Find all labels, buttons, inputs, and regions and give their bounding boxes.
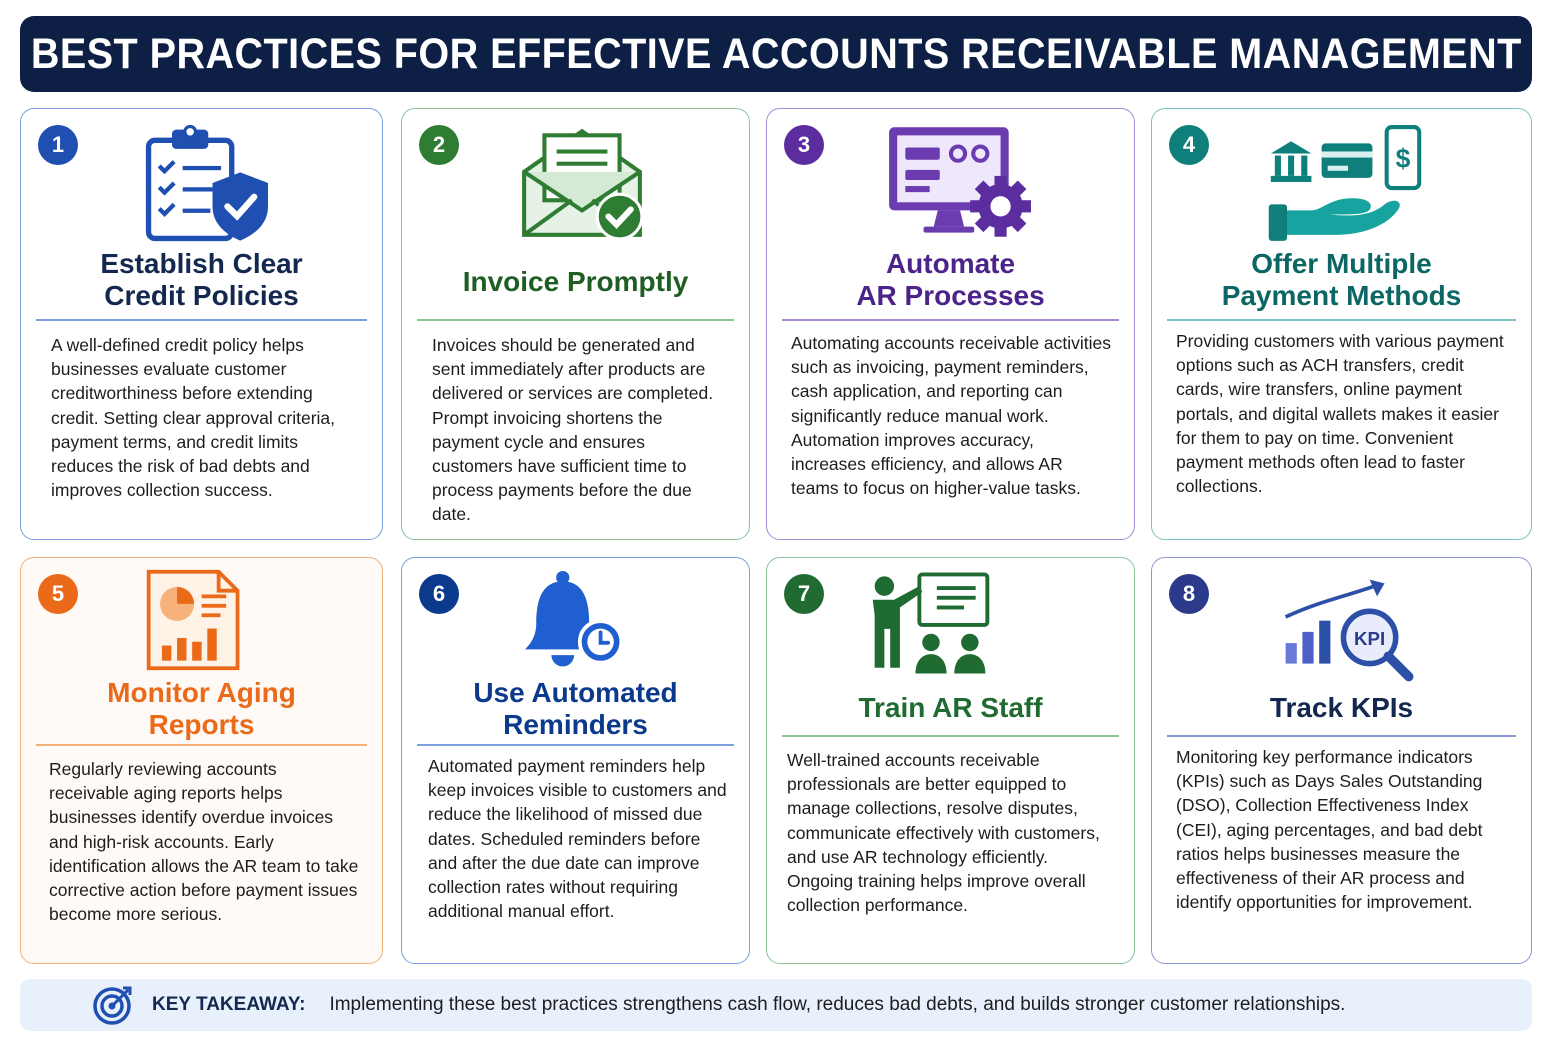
card-track-kpis — [1151, 557, 1532, 964]
report-chart-icon — [143, 568, 247, 672]
card-number-badge: 1 — [38, 125, 78, 165]
card-body: Automated payment reminders help keep invoices visible to customers and reduce the likelihood of missed due dates. Scheduled reminders before and after the due date can improve collection rates without requiring additional manual effort. — [428, 756, 727, 922]
card-divider — [36, 744, 367, 746]
key-takeaway-bar — [20, 979, 1532, 1031]
card-divider — [1167, 735, 1516, 737]
card-number-badge: 5 — [38, 574, 78, 614]
card-divider — [417, 319, 734, 321]
card-divider — [782, 735, 1119, 737]
card-train-staff — [766, 557, 1135, 964]
card-number-badge: 4 — [1169, 125, 1209, 165]
page-title: BEST PRACTICES FOR EFFECTIVE ACCOUNTS RECEIVABLE MANAGEMENT — [30, 29, 1522, 78]
card-number-badge: 8 — [1169, 574, 1209, 614]
card-title: Monitor Aging Reports — [107, 677, 296, 740]
card-divider — [1167, 319, 1516, 321]
card-number-badge: 6 — [419, 574, 459, 614]
card-automated-reminders — [401, 557, 750, 964]
card-number-badge: 7 — [784, 574, 824, 614]
card-credit-policies — [20, 108, 383, 540]
card-divider — [417, 744, 734, 746]
clipboard-shield-icon — [129, 119, 279, 247]
envelope-check-icon — [516, 121, 648, 243]
key-takeaway-text: Implementing these best practices strengthens cash flow, reduces bad debts, and builds stronger customer relationships. — [329, 994, 1346, 1015]
target-icon — [92, 984, 134, 1026]
payment-methods-icon — [1264, 123, 1428, 245]
kpi-text: KPI — [1354, 627, 1386, 649]
card-body: Automating accounts receivable activities such as invoicing, payment reminders, cash application, and reporting can significantly reduce manual work. Automation improves accuracy, increases efficiency, and allows AR teams to focus on higher-value tasks. — [791, 333, 1112, 499]
card-title: Establish Clear Credit Policies — [100, 248, 303, 311]
key-takeaway-label: KEY TAKEAWAY: — [152, 994, 306, 1015]
card-divider — [782, 319, 1119, 321]
card-title: Use Automated Reminders — [473, 677, 678, 740]
card-title: Train AR Staff — [858, 692, 1043, 723]
card-body: A well-defined credit policy helps businesses evaluate customer creditworthiness before extending credit. Setting clear approval criteria, payment terms, and credit limits reduces the risk of bad debts and improves collection success. — [51, 335, 336, 501]
card-automate-ar — [766, 108, 1135, 540]
card-title: Invoice Promptly — [462, 266, 689, 297]
card-body: Monitoring key performance indicators (KPIs) such as Days Sales Outstanding (DSO), Collection Effectiveness Index (CEI), aging percentages, and bad debt ratios helps businesses measure the effectiveness of their AR process and identify opportunities for improvement. — [1176, 747, 1483, 913]
header-banner — [20, 16, 1532, 92]
card-body: Invoices should be generated and sent immediately after products are delivered or services are completed. Prompt invoicing shortens the payment cycle and ensures customers have sufficient time to process payments before the due date. — [432, 335, 714, 525]
card-invoice-promptly — [401, 108, 750, 540]
card-payment-methods — [1151, 108, 1532, 540]
kpi-magnifier-icon — [1280, 574, 1420, 686]
card-title: Track KPIs — [1269, 692, 1414, 723]
card-body: Providing customers with various payment options such as ACH transfers, credit cards, wire transfers, online payment portals, and digital wallets makes it easier for them to pay on time. Convenient payment methods often lead to faster collections. — [1176, 331, 1504, 497]
card-aging-reports — [20, 557, 383, 964]
card-body: Regularly reviewing accounts receivable aging reports helps businesses identify overdue invoices and high-risk accounts. Early identification allows the AR team to take corrective action before payment issues become more serious. — [49, 759, 359, 925]
card-body: Well-trained accounts receivable professionals are better equipped to manage collections, resolve disputes, communicate effectively with customers, and use AR technology efficiently. Ongoing training helps improve overall collection performance. — [787, 750, 1100, 916]
card-title: Automate AR Processes — [856, 248, 1045, 311]
card-title: Offer Multiple Payment Methods — [1221, 248, 1462, 311]
card-divider — [36, 319, 367, 321]
monitor-gear-icon — [881, 121, 1033, 243]
training-presentation-icon — [863, 570, 999, 678]
svg-text:$: $ — [1395, 143, 1411, 174]
bell-clock-icon — [518, 570, 634, 674]
card-number-badge: 3 — [784, 125, 824, 165]
card-number-badge: 2 — [419, 125, 459, 165]
